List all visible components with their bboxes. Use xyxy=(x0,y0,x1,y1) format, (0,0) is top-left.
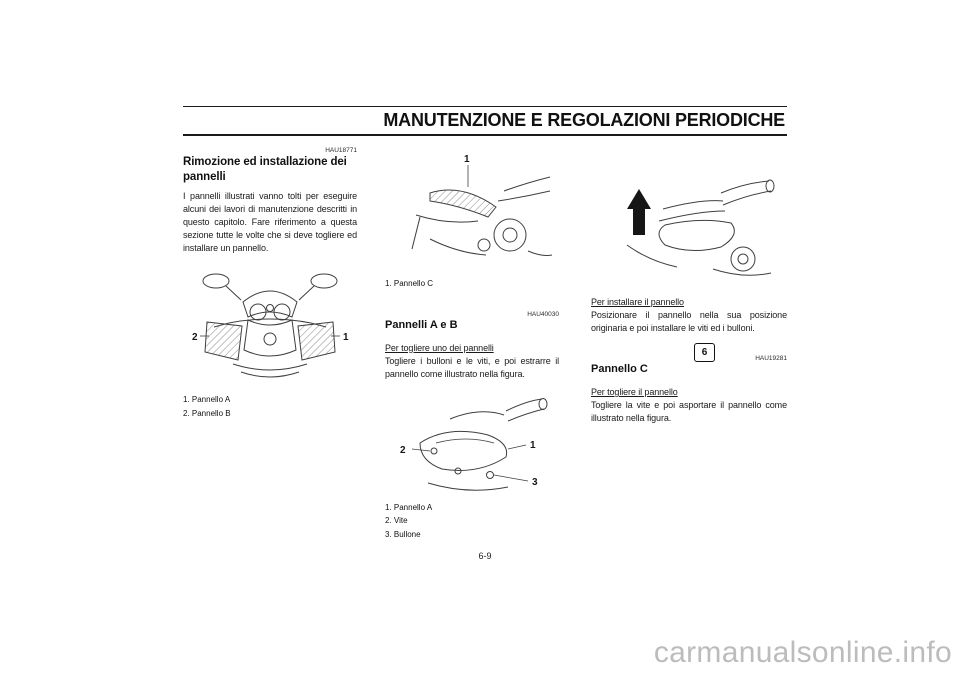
chapter-tab xyxy=(694,343,715,362)
subheading-remove-panel: Per togliere il pannello xyxy=(591,387,678,398)
section-body: I pannelli illustrati vanno tolti per eseguire alcuni dei lavori di manutenzione descritti in questo capitolo. Fare riferimento a questa sezione tutte le volte che si deve togliere ed installare un pannello. xyxy=(183,190,357,254)
section-heading: Pannelli A e B xyxy=(385,318,458,331)
section-heading: Pannello C xyxy=(591,363,648,376)
section-code: HAU18771 xyxy=(325,147,357,154)
section-body: Togliere i bulloni e le viti, e poi estrarre il pannello come illustrato nella figura. xyxy=(385,355,559,379)
section-body: Togliere la vite e poi asportare il pannello come illustrato nella figura. xyxy=(591,400,787,424)
section-panel-c xyxy=(591,355,787,425)
section-code: HAU40030 xyxy=(527,310,559,318)
callout-panel-a: 1 xyxy=(343,332,349,344)
page-title: MANUTENZIONE E REGOLAZIONI PERIODICHE xyxy=(183,106,787,136)
chapter-number: 6 xyxy=(701,347,708,358)
column-right xyxy=(591,145,787,541)
figure-caption: 2. Pannello B xyxy=(183,408,231,418)
callout-screw: 2 xyxy=(400,444,406,456)
up-arrow-icon xyxy=(627,189,651,235)
panels-a-b-location-figure xyxy=(185,261,355,391)
callout-bolt: 3 xyxy=(532,476,538,488)
figure-caption: 3. Bullone xyxy=(385,529,421,539)
callout-panel-a: 1 xyxy=(530,439,536,451)
section-heading: Rimozione ed installazione dei pannelli xyxy=(183,156,347,183)
section-code: HAU19281 xyxy=(755,355,787,363)
subheading-remove-panels: Per togliere uno dei pannelli xyxy=(385,342,494,353)
panel-c-location-figure xyxy=(386,151,558,275)
figure-caption: 1. Pannello A xyxy=(183,395,231,405)
watermark: carmanualsonline.info xyxy=(653,636,952,669)
panel-a-fasteners-figure xyxy=(386,387,558,499)
figure-caption: 1. Pannello A xyxy=(385,502,433,512)
subheading-install-panel: Per installare il pannello xyxy=(591,297,684,307)
callout-panel-c: 1 xyxy=(464,154,470,165)
figure-caption: 1. Pannello C xyxy=(385,279,434,288)
page-content xyxy=(183,106,787,541)
page-number: 6-9 xyxy=(478,551,492,561)
callout-panel-b: 2 xyxy=(192,332,198,344)
column-middle xyxy=(385,145,559,541)
section-panels-a-b xyxy=(385,311,559,381)
section-body: Posizionare il pannello nella sua posizione originaria e poi installare le viti ed i bulloni. xyxy=(591,310,787,334)
figure-caption: 2. Vite xyxy=(385,516,408,526)
panel-c-removal-figure xyxy=(593,173,785,285)
column-left xyxy=(183,145,357,541)
